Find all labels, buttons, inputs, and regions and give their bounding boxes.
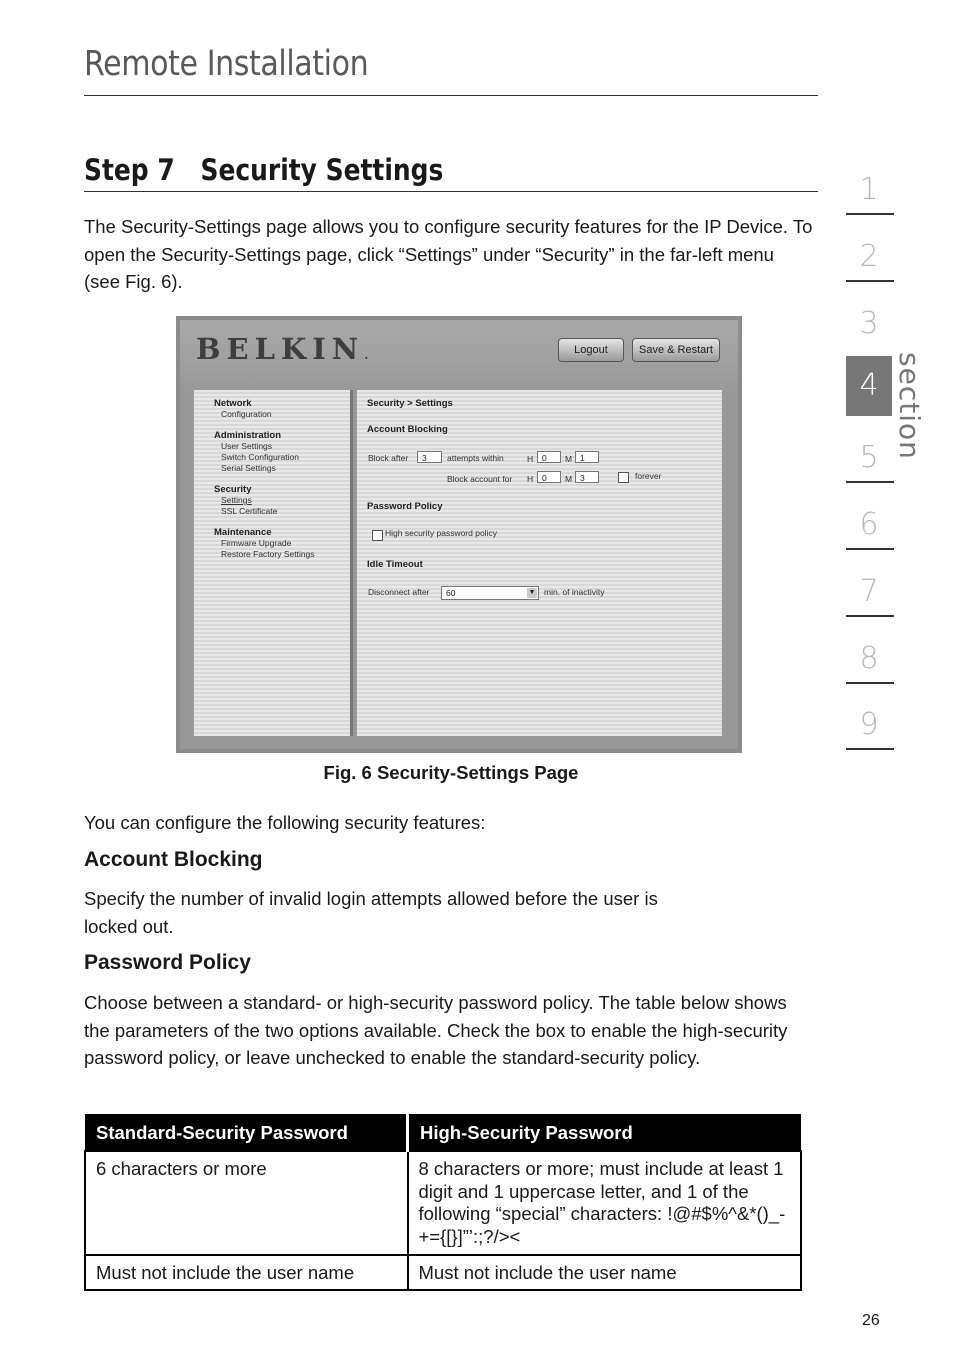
section-divider (846, 548, 894, 550)
idle-timeout-heading: Idle Timeout (367, 559, 423, 570)
save-restart-button[interactable]: Save & Restart (632, 338, 720, 362)
section-divider (846, 481, 894, 483)
page-number: 26 (862, 1312, 880, 1329)
menu-heading-administration: Administration (214, 430, 282, 441)
section-link-5[interactable]: 5 (859, 440, 879, 475)
panel-breadcrumb: Security > Settings (367, 398, 453, 409)
idle-timeout-select[interactable]: 60 ▼ (441, 586, 539, 600)
step-heading: Security Settings (200, 153, 444, 187)
password-policy-table (84, 1114, 802, 1291)
menu-item-configuration[interactable]: Configuration (221, 409, 272, 419)
section-divider (846, 213, 894, 215)
section-link-3[interactable]: 3 (859, 306, 879, 341)
m-label-2: M (565, 474, 573, 484)
section-link-2[interactable]: 2 (859, 239, 879, 274)
menu-item-firmware-upgrade[interactable]: Firmware Upgrade (221, 538, 292, 548)
minutes-input-2[interactable]: 3 (575, 471, 599, 483)
inactivity-label: min. of inactivity (544, 587, 605, 597)
menu-item-user-settings[interactable]: User Settings (221, 441, 273, 451)
menu-item-ssl-certificate[interactable]: SSL Certificate (221, 506, 278, 516)
high-security-label: High security password policy (385, 528, 497, 538)
hours-input-1[interactable]: 0 (537, 451, 561, 463)
section-link-8[interactable]: 8 (859, 641, 879, 676)
section-link-1[interactable]: 1 (859, 172, 879, 207)
screenshot-header (180, 320, 738, 386)
section-divider (846, 682, 894, 684)
step-number: Step 7 (84, 153, 175, 187)
account-blocking-heading: Account Blocking (367, 424, 448, 435)
password-policy-text: Choose between a standard- or high-security password policy. The table below shows the parameters of the two options available. Check the box to enable the high-security password policy, or leave unchecked to enable the standard-security policy. (84, 992, 788, 1068)
password-policy-ui-heading: Password Policy (367, 501, 443, 512)
belkin-logo: BELKIN. (196, 332, 369, 366)
table-cell: Must not include the user name (408, 1255, 802, 1290)
section-link-7[interactable]: 7 (859, 574, 879, 609)
table-row (85, 1151, 801, 1255)
screenshot-window (180, 320, 738, 749)
menu-item-switch-configuration[interactable]: Switch Configuration (221, 452, 299, 462)
block-after-input[interactable]: 3 (417, 451, 442, 463)
menu-item-restore-factory[interactable]: Restore Factory Settings (221, 549, 315, 559)
menu-item-serial-settings[interactable]: Serial Settings (221, 463, 276, 473)
logout-button[interactable]: Logout (558, 338, 624, 362)
minutes-input-1[interactable]: 1 (575, 451, 599, 463)
section-link-4-active[interactable]: 4 (846, 356, 892, 416)
table-row (85, 1255, 801, 1290)
screenshot-left-menu (194, 390, 353, 736)
password-policy-heading: Password Policy (84, 951, 251, 974)
h-label-2: H (527, 474, 534, 484)
section-link-6[interactable]: 6 (859, 507, 879, 542)
table-header-standard: Standard-Security Password (85, 1114, 408, 1151)
account-blocking-heading: Account Blocking (84, 848, 263, 871)
high-security-checkbox[interactable] (372, 530, 383, 541)
header-rule (84, 95, 818, 96)
intro-paragraph: The Security-Settings page allows you to configure security features for the IP Device. To open the Security-Settings page, click “Settings” under “Security” in the far-left menu (see Fig. 6). (84, 216, 813, 292)
section-divider (846, 280, 894, 282)
screenshot-settings-panel (357, 390, 722, 736)
chapter-title: Remote Installation (84, 44, 369, 84)
h-label-1: H (527, 454, 534, 464)
figure-screenshot (176, 316, 742, 753)
chevron-down-icon[interactable]: ▼ (528, 589, 536, 596)
account-blocking-text: Specify the number of invalid login attempts allowed before the user is locked out. (84, 888, 658, 937)
section-link-9[interactable]: 9 (859, 707, 879, 742)
m-label-1: M (565, 454, 573, 464)
disconnect-label: Disconnect after (368, 587, 430, 597)
figure-caption: Fig. 6 Security-Settings Page (323, 762, 579, 783)
menu-heading-maintenance: Maintenance (214, 527, 272, 538)
table-cell: 6 characters or more (85, 1151, 408, 1255)
forever-label: forever (635, 471, 662, 481)
forever-checkbox[interactable] (618, 472, 629, 483)
hours-input-2[interactable]: 0 (537, 471, 561, 483)
section-divider (846, 748, 894, 750)
table-header-row (85, 1114, 801, 1151)
block-after-label: Block after (368, 453, 409, 463)
section-label: section (893, 352, 926, 460)
block-for-label: Block account for (447, 474, 513, 484)
table-cell: Must not include the user name (85, 1255, 408, 1290)
step-rule (84, 191, 818, 192)
menu-heading-security: Security (214, 484, 252, 495)
attempts-label: attempts within (447, 453, 504, 463)
menu-item-security-settings[interactable]: Settings (221, 495, 252, 505)
features-intro: You can configure the following security features: (84, 812, 486, 833)
table-header-high: High-Security Password (408, 1114, 802, 1151)
table-cell: 8 characters or more; must include at least 1 digit and 1 uppercase letter, and 1 of the following “special” characters: !@#$%^&*()_-+={[}]”’:;?/>< (408, 1151, 802, 1255)
menu-heading-network: Network (214, 398, 252, 409)
section-divider (846, 615, 894, 617)
step-title (84, 153, 443, 187)
